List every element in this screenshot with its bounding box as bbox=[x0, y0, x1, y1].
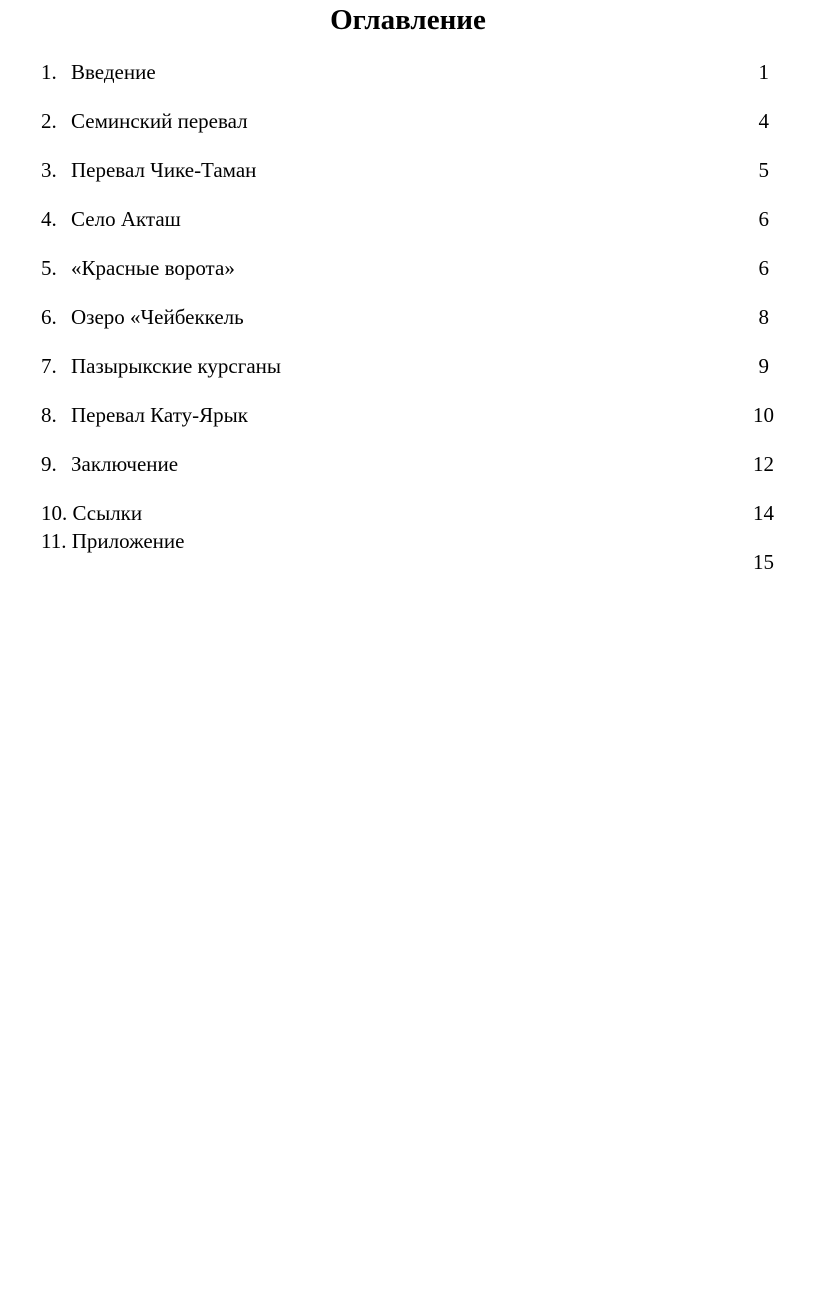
entry-page-number: 9 bbox=[758, 354, 769, 378]
entry-title: Перевал Чике-Таман bbox=[71, 158, 257, 182]
toc-entry-pazyryk-kurgans[interactable] bbox=[0, 351, 816, 381]
entry-title: Приложение bbox=[71, 529, 185, 553]
entry-number: 5. bbox=[41, 256, 57, 280]
entry-number: 7. bbox=[41, 354, 57, 378]
toc-entry-seminsky-pass[interactable] bbox=[0, 106, 816, 136]
entry-title: Пазырыкские курсганы bbox=[71, 354, 282, 378]
entry-page-number: 14 bbox=[753, 501, 774, 525]
entry-number-title bbox=[41, 526, 184, 556]
entry-number: 3. bbox=[41, 158, 57, 182]
entry-title: Введение bbox=[71, 60, 156, 84]
entry-page-number: 6 bbox=[758, 207, 769, 231]
entry-number: 10. bbox=[41, 501, 68, 525]
entry-number: 2. bbox=[41, 109, 57, 133]
entry-number-title bbox=[41, 498, 142, 528]
toc-entry-red-gates[interactable] bbox=[0, 253, 816, 283]
toc-entry-katu-yaryk-pass[interactable] bbox=[0, 400, 816, 430]
entry-page-number: 6 bbox=[758, 256, 769, 280]
toc-entry-appendix[interactable] bbox=[0, 526, 816, 574]
entry-page-number: 1 bbox=[758, 60, 769, 84]
entry-title: Заключение bbox=[71, 452, 179, 476]
entry-page-number: 15 bbox=[753, 550, 774, 574]
entry-page-number: 12 bbox=[753, 452, 774, 476]
entry-number: 11. bbox=[41, 529, 67, 553]
entry-number: 8. bbox=[41, 403, 57, 427]
entry-title: Ссылки bbox=[72, 501, 143, 525]
entry-page-number: 4 bbox=[758, 109, 769, 133]
entry-page-number: 10 bbox=[753, 403, 774, 427]
toc-entry-cheybekkel-lake[interactable] bbox=[0, 302, 816, 332]
page-title: Оглавление bbox=[330, 4, 486, 36]
entry-page-number: 8 bbox=[758, 305, 769, 329]
entry-number: 9. bbox=[41, 452, 57, 476]
entry-number: 4. bbox=[41, 207, 57, 231]
entry-title: Семинский перевал bbox=[71, 109, 248, 133]
entry-page-number: 5 bbox=[758, 158, 769, 182]
entry-title: Перевал Кату-Ярык bbox=[71, 403, 248, 427]
toc-entry-introduction[interactable] bbox=[0, 57, 816, 87]
entry-number: 1. bbox=[41, 60, 57, 84]
toc-entry-conclusion[interactable] bbox=[0, 449, 816, 479]
entry-title: «Красные ворота» bbox=[71, 256, 235, 280]
entry-title: Озеро «Чейбеккель bbox=[71, 305, 244, 329]
entry-number: 6. bbox=[41, 305, 57, 329]
toc-entry-references[interactable] bbox=[0, 498, 816, 528]
toc-entry-chike-taman-pass[interactable] bbox=[0, 155, 816, 185]
entry-title: Село Акташ bbox=[71, 207, 181, 231]
toc-entry-aktash-village[interactable] bbox=[0, 204, 816, 234]
